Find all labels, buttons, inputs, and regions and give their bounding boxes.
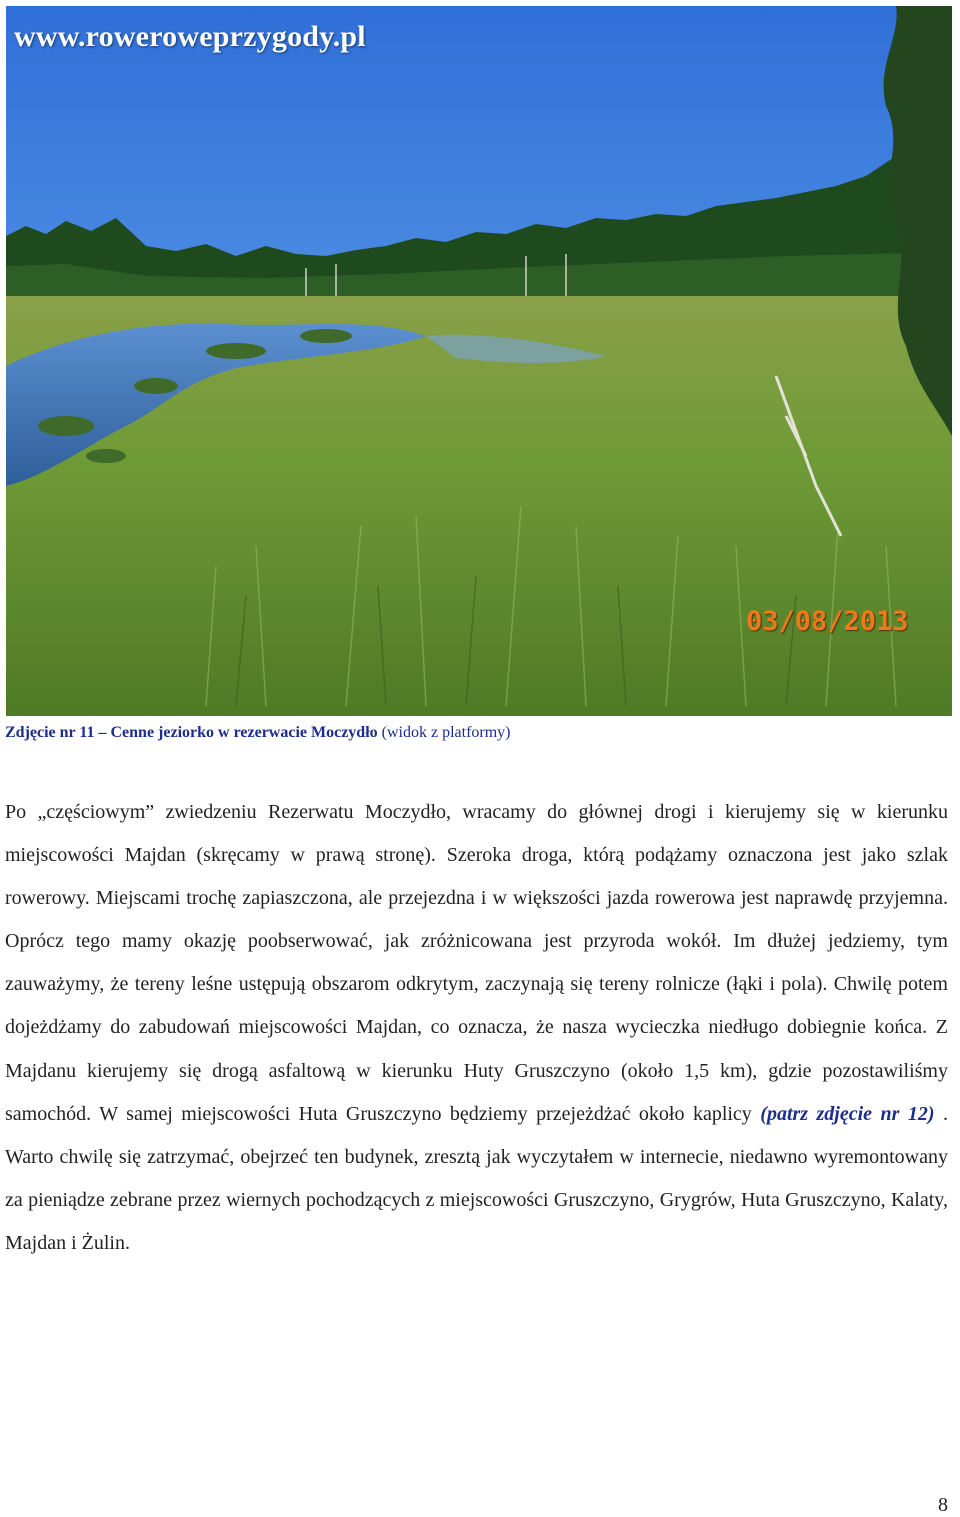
- caption-note: (widok z platformy): [377, 724, 511, 741]
- body-paragraph: [5, 791, 948, 1265]
- website-watermark: www.roweroweprzygody.pl: [14, 20, 366, 53]
- paragraph-text-part-2: . Warto chwilę się zatrzymać, obejrzeć ten budynek, zresztą jak wyczytałem w internecie, niedawno wyremontowany za pieniądze zebrane przez wiernych pochodzących z miejscowości Gruszczyno, Grygrów, Huta Gruszczyno, Kalaty, Majdan i Żulin.: [5, 1102, 949, 1254]
- caption-title: Cenne jeziorko w rezerwacie Moczydło: [110, 724, 378, 741]
- caption-label: Zdjęcie nr 11: [5, 724, 95, 741]
- caption-dash: –: [94, 724, 111, 741]
- photo-date-stamp: 03/08/2013: [746, 606, 909, 637]
- photo-caption: [5, 722, 950, 744]
- page-number: 8: [938, 1494, 948, 1516]
- paragraph-text-part-1: Po „częściowym” zwiedzeniu Rezerwatu Moczydło, wracamy do głównej drogi i kierujemy się w kierunku miejscowości Majdan (skręcamy w prawą stronę). Szeroka droga, którą podążamy oznaczona jest jako szlak rowerowy. Miejscami trochę zapiaszczona, ale przejezdna i w większości jazda rowerowa jest naprawdę przyjemna. Oprócz tego mamy okazję poobserwować, jak zróżnicowana jest przyroda wokół. Im dłużej jedziemy, tym zauważymy, że tereny leśne ustępują obszarom odkrytym, zaczynają się tereny rolnicze (łąki i pola). Chwilę potem dojeżdżamy do zabudowań miejscowości Majdan, co oznacza, że nasza wycieczka niedługo dobiegnie końca. Z Majdanu kierujemy się drogą asfaltową w kierunku Huty Gruszczyno (około 1,5 km), gdzie pozostawiliśmy samochód. W samej miejscowości Huta Gruszczyno będziemy przejeżdżać około kaplicy: [5, 801, 948, 1125]
- lake-photo: [6, 6, 952, 716]
- photo-reference: (patrz zdjęcie nr 12): [760, 1102, 935, 1125]
